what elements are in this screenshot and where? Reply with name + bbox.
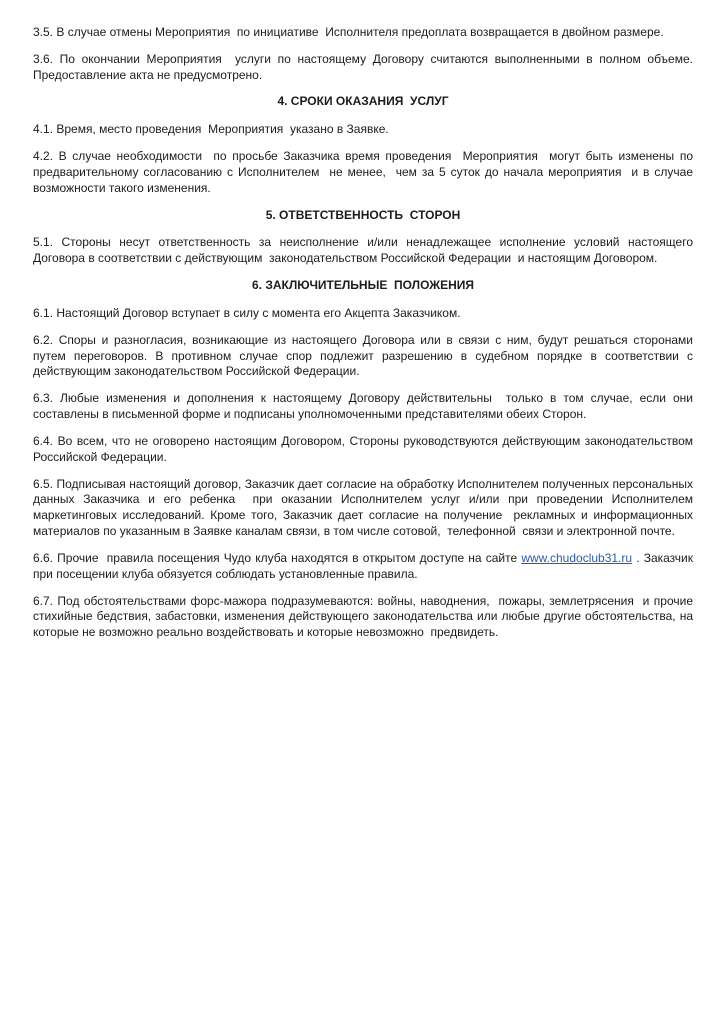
clause-6-6	[33, 550, 697, 583]
clause-6-6-text-after: . Заказчик при посещении клуба обязуется соблюдать установленные правила.	[33, 550, 697, 581]
section-heading-final-provisions: 6. ЗАКЛЮЧИТЕЛЬНЫЕ ПОЛОЖЕНИЯ	[251, 278, 475, 293]
chudoclub-website-link[interactable]: www.chudoclub31.ru	[521, 550, 633, 565]
clause-6-4: 6.4. Во всем, что не оговорено настоящим Договором, Стороны руководствуются действующим законодательством Российской Федерации.	[33, 433, 697, 464]
clause-6-5: 6.5. Подписывая настоящий договор, Заказчик дает согласие на обработку Исполнителем полученных персональных данных Заказчика и его ребенка при оказании Исполнителем услуг и/или при проведении Исполнителем маркетинговых исследований. Кроме того, Заказчик дает согласие на получение рекламных и информационных материалов по указанным в Заявке каналам связи, в том числе сотовой, телефонной связи и электронной почте.	[33, 476, 697, 539]
clause-5-1: 5.1. Стороны несут ответственность за неисполнение и/или ненадлежащее исполнение условий настоящего Договора в соответствии с действующим законодательством Российской Федерации и настоящим Договором.	[33, 235, 697, 266]
clause-4-1: 4.1. Время, место проведения Мероприятия указано в Заявке.	[33, 122, 389, 137]
clause-3-6: 3.6. По окончании Мероприятия услуги по настоящему Договору считаются выполненными в полном объеме. Предоставление акта не предусмотрено.	[33, 51, 700, 82]
section-heading-liability: 5. ОТВЕТСТВЕННОСТЬ СТОРОН	[265, 207, 461, 222]
clause-4-2: 4.2. В случае необходимости по просьбе Заказчика время проведения Мероприятия могут быть изменены по предварительному согласованию с Исполнителем не менее, чем за 5 суток до начала мероприятия и в случае возможности такого изменения.	[33, 149, 697, 195]
clause-3-5: 3.5. В случае отмены Мероприятия по инициативе Исполнителя предоплата возвращается в двойном размере.	[33, 25, 664, 39]
clause-6-2: 6.2. Споры и разногласия, возникающие из настоящего Договора или в связи с ним, будут решаться сторонами путем переговоров. В противном случае спор подлежит разрешению в судебном порядке в соответствии с действующим законодательством Российской Федерации.	[33, 332, 697, 379]
clause-6-7: 6.7. Под обстоятельствами форс-мажора подразумеваются: войны, наводнения, пожары, землетрясения и прочие стихийные бедствия, забастовки, изменения действующего законодательства или любые другие обстоятельства, на которые не возможно реально воздействовать и которые невозможно предвидеть.	[33, 593, 697, 640]
clause-6-6-text-before: 6.6. Прочие правила посещения Чудо клуба находятся в открытом доступе на сайте	[33, 550, 522, 565]
section-heading-service-terms: 4. СРОКИ ОКАЗАНИЯ УСЛУГ	[277, 94, 449, 109]
clause-6-1: 6.1. Настоящий Договор вступает в силу с момента его Акцепта Заказчиком.	[33, 305, 461, 320]
clause-6-3: 6.3. Любые изменения и дополнения к настоящему Договору действительны только в том случае, если они составлены в письменной форме и подписаны уполномоченными представителями обеих Сторон.	[33, 391, 697, 422]
